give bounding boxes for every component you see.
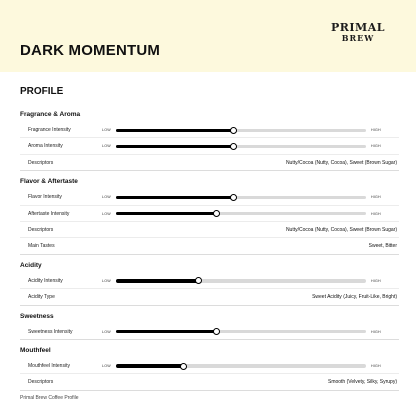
slider-low-label: LOW [102,278,111,283]
profile-row-flavor-intensity[interactable] [20,189,399,205]
profile-row-mouthfeel-intensity[interactable] [20,358,399,374]
slider-high-label: HIGH [371,329,381,334]
intensity-slider-handle[interactable] [230,194,237,201]
row-label: Main Tastes [28,243,55,250]
intensity-slider-handle[interactable] [230,143,237,150]
slider-low-label: LOW [102,128,111,132]
page-title: DARK MOMENTUM [20,42,161,59]
profile-row-main-tastes [20,238,399,254]
slider-high-label: HIGH [371,128,381,132]
row-label: Flavor Intensity [28,194,62,201]
page-header [0,0,416,72]
row-label: Descriptors [28,226,54,233]
row-label: Sweetness Intensity [28,328,73,335]
intensity-slider-fill [116,212,216,215]
profile-row-descriptors [20,155,399,171]
profile-row-fragrance-intensity[interactable] [20,122,399,138]
brand-logo-line2: BREW [341,33,375,43]
slider-high-label: HIGH [371,211,381,216]
profile-row-descriptors [20,374,399,390]
intensity-slider-track[interactable] [116,212,366,215]
intensity-slider-fill [116,196,234,199]
profile-row-acidity-type [20,289,399,305]
section-title-mouthfeel: Mouthfeel [20,346,51,354]
slider-low-label: LOW [102,329,111,334]
slider-low-label: LOW [102,211,111,216]
row-label: Fragrance Intensity [28,127,71,133]
row-value: Sweet, Bitter [368,243,397,250]
section-title-fragrance-aroma: Fragrance & Aroma [20,111,81,118]
row-label: Aroma Intensity [28,143,63,150]
intensity-slider-fill [116,129,234,132]
row-label: Acidity Type [28,294,55,301]
profile-sections [0,104,416,391]
row-value: Smooth (Velvety, Silky, Syrupy) [327,379,397,386]
row-value: Nutty/Cocoa (Nutty, Cocoa), Sweet (Brown Sugar) [285,159,397,166]
intensity-slider-handle[interactable] [213,210,220,217]
section-title-acidity: Acidity [20,261,42,269]
slider-high-label: HIGH [371,144,381,149]
row-label: Mouthfeel Intensity [28,362,70,369]
intensity-slider-fill [116,145,234,148]
intensity-slider-handle[interactable] [195,277,202,284]
profile-row-aftertaste-intensity[interactable] [20,206,399,222]
brand-logo [328,22,388,42]
row-label: Descriptors [28,379,54,386]
intensity-slider-handle[interactable] [180,363,187,370]
row-label: Descriptors [28,159,54,166]
section-title-flavor-aftertaste: Flavor & Aftertaste [20,178,78,186]
profile-heading: PROFILE [20,86,64,97]
slider-low-label: LOW [102,195,111,200]
slider-low-label: LOW [102,363,111,368]
section-title-sweetness: Sweetness [20,312,54,320]
intensity-slider-track[interactable] [116,145,366,148]
intensity-slider-track[interactable] [116,330,366,333]
intensity-slider-fill [116,279,199,282]
row-label: Aftertaste Intensity [28,210,70,217]
profile-row-sweetness-intensity[interactable] [20,324,399,340]
intensity-slider-handle[interactable] [213,328,220,335]
intensity-slider-track[interactable] [116,129,366,132]
row-value: Sweet Acidity (Juicy, Fruit-Like, Bright) [312,294,397,301]
intensity-slider-fill [116,364,184,367]
intensity-slider-track[interactable] [116,196,366,199]
profile-row-descriptors [20,222,399,238]
row-label: Acidity Intensity [28,277,63,284]
intensity-slider-track[interactable] [116,364,366,367]
profile-row-aroma-intensity[interactable] [20,138,399,154]
intensity-slider-fill [116,330,216,333]
row-value: Nutty/Cocoa (Nutty, Cocoa), Sweet (Brown Sugar) [285,226,397,233]
brand-logo-line1: PRIMAL [330,21,385,34]
slider-low-label: LOW [102,144,111,149]
intensity-slider-track[interactable] [116,279,366,282]
footer-text: Primal Brew Coffee Profile [20,395,79,401]
profile-row-acidity-intensity[interactable] [20,273,399,289]
slider-high-label: HIGH [371,278,381,283]
slider-high-label: HIGH [371,195,381,200]
slider-high-label: HIGH [371,363,381,368]
intensity-slider-handle[interactable] [230,127,237,134]
